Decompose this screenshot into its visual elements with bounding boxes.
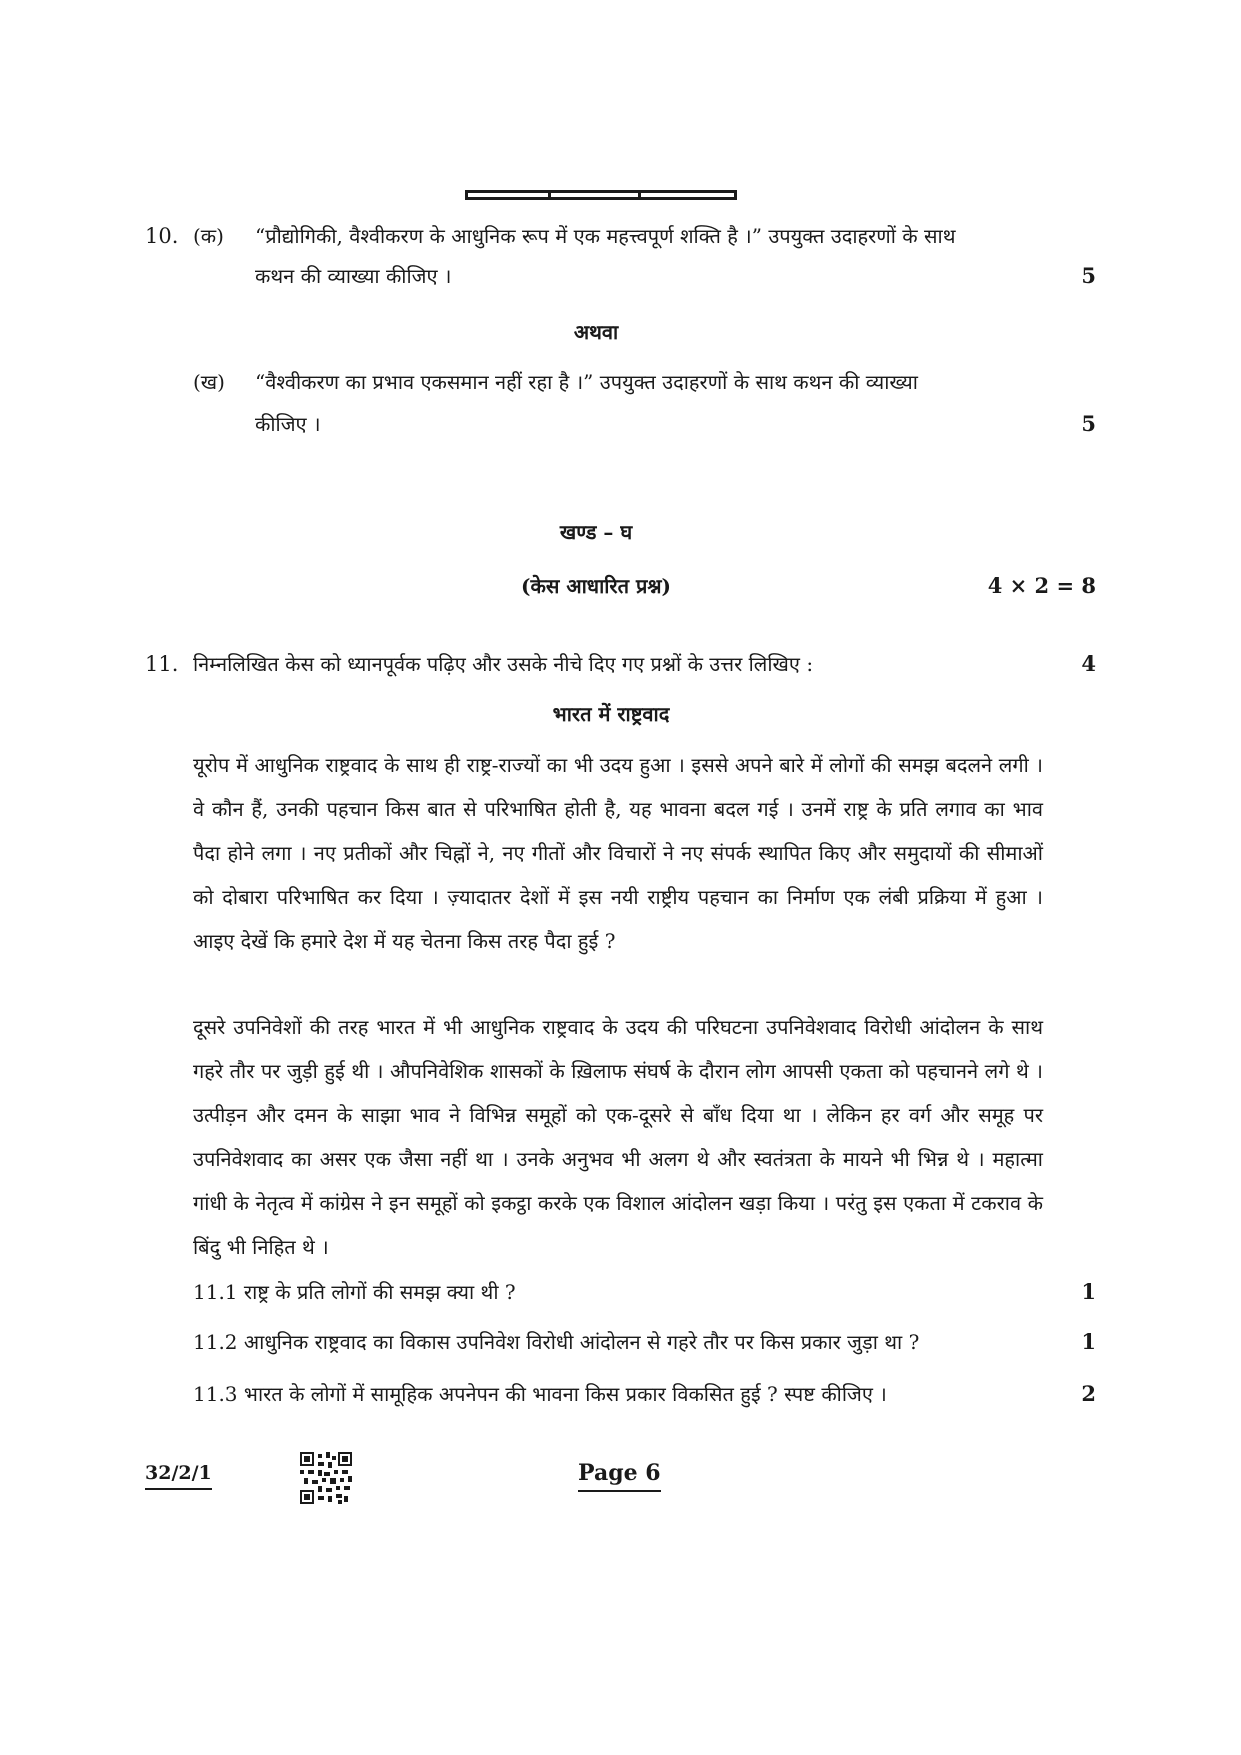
- question-10a-label: (क): [193, 224, 224, 248]
- subquestion-11-2: 11.2 आधुनिक राष्ट्रवाद का विकास उपनिवेश विरोधी आंदोलन से गहरे तौर पर किस प्रकार जुड़ा था ?: [193, 1330, 920, 1354]
- paper-code: 32/2/1: [145, 1462, 212, 1490]
- question-10b-line2: कीजिए ।: [255, 412, 321, 436]
- case-paragraph-1: यूरोप में आधुनिक राष्ट्रवाद के साथ ही राष्ट्र-राज्यों का भी उदय हुआ । इससे अपने बारे में लोगों की समझ बदलने लगी । वे कौन हैं, उनकी पहचान किस बात से परिभाषित होती है, यह भावना बदल गई । उनमें राष्ट्र के प्रति लगाव का भाव पैदा होने लगा । नए प्रतीकों और चिह्नों ने, नए गीतों और विचारों ने नए संपर्क स्थापित किए और समुदायों की सीमाओं को दोबारा परिभाषित कर दिया । ज़्यादातर देशों में इस नयी राष्ट्रीय पहचान का निर्माण एक लंबी प्रक्रिया में हुआ । आइए देखें कि हमारे देश में यह चेतना किस तरह पैदा हुई ?: [193, 753, 1043, 953]
- subquestion-11-3: 11.3 भारत के लोगों में सामूहिक अपनेपन की भावना किस प्रकार विकसित हुई ? स्पष्ट कीजिए ।: [193, 1382, 887, 1406]
- question-10a-line2: कथन की व्याख्या कीजिए ।: [255, 264, 452, 288]
- page-number: Page 6: [578, 1460, 661, 1492]
- qr-code-icon: [300, 1452, 352, 1504]
- section-marks: 4 × 2 = 8: [987, 573, 1096, 598]
- question-11-instruction: निम्नलिखित केस को ध्यानपूर्वक पढ़िए और उसके नीचे दिए गए प्रश्नों के उत्तर लिखिए :: [193, 652, 814, 676]
- question-10b-marks: 5: [1081, 411, 1096, 436]
- top-decorative-bar: [465, 190, 737, 200]
- question-10b-line1: “वैश्वीकरण का प्रभाव एकसमान नहीं रहा है ।” उपयुक्त उदाहरणों के साथ कथन की व्याख्या: [255, 370, 918, 394]
- subquestion-11-3-marks: 2: [1081, 1381, 1096, 1406]
- question-10a-line1: “प्रौद्योगिकी, वैश्वीकरण के आधुनिक रूप में एक महत्त्वपूर्ण शक्ति है ।” उपयुक्त उदाहरणों के साथ: [255, 224, 956, 248]
- case-title: भारत में राष्ट्रवाद: [552, 702, 670, 726]
- section-subtitle: (केस आधारित प्रश्न): [521, 574, 671, 598]
- question-10a-marks: 5: [1081, 263, 1096, 288]
- question-11-marks: 4: [1081, 651, 1096, 676]
- question-10b-label: (ख): [193, 370, 225, 394]
- subquestion-11-1-marks: 1: [1081, 1279, 1096, 1304]
- question-10-number: 10.: [145, 224, 179, 248]
- subquestion-11-1: 11.1 राष्ट्र के प्रति लोगों की समझ क्या थी ?: [193, 1280, 516, 1304]
- or-separator: अथवा: [573, 320, 619, 344]
- subquestion-11-2-marks: 1: [1081, 1329, 1096, 1354]
- question-11-number: 11.: [145, 652, 179, 676]
- section-title: खण्ड – घ: [559, 520, 633, 544]
- case-paragraph-2: दूसरे उपनिवेशों की तरह भारत में भी आधुनिक राष्ट्रवाद के उदय की परिघटना उपनिवेशवाद विरोधी आंदोलन के साथ गहरे तौर पर जुड़ी हुई थी । औपनिवेशिक शासकों के ख़िलाफ संघर्ष के दौरान लोग आपसी एकता को पहचानने लगे थे । उत्पीड़न और दमन के साझा भाव ने विभिन्न समूहों को एक-दूसरे से बाँध दिया था । लेकिन हर वर्ग और समूह पर उपनिवेशवाद का असर एक जैसा नहीं था । उनके अनुभव भी अलग थे और स्वतंत्रता के मायने भी भिन्न थे । महात्मा गांधी के नेतृत्व में कांग्रेस ने इन समूहों को इकट्ठा करके एक विशाल आंदोलन खड़ा किया । परंतु इस एकता में टकराव के बिंदु भी निहित थे ।: [193, 1015, 1044, 1259]
